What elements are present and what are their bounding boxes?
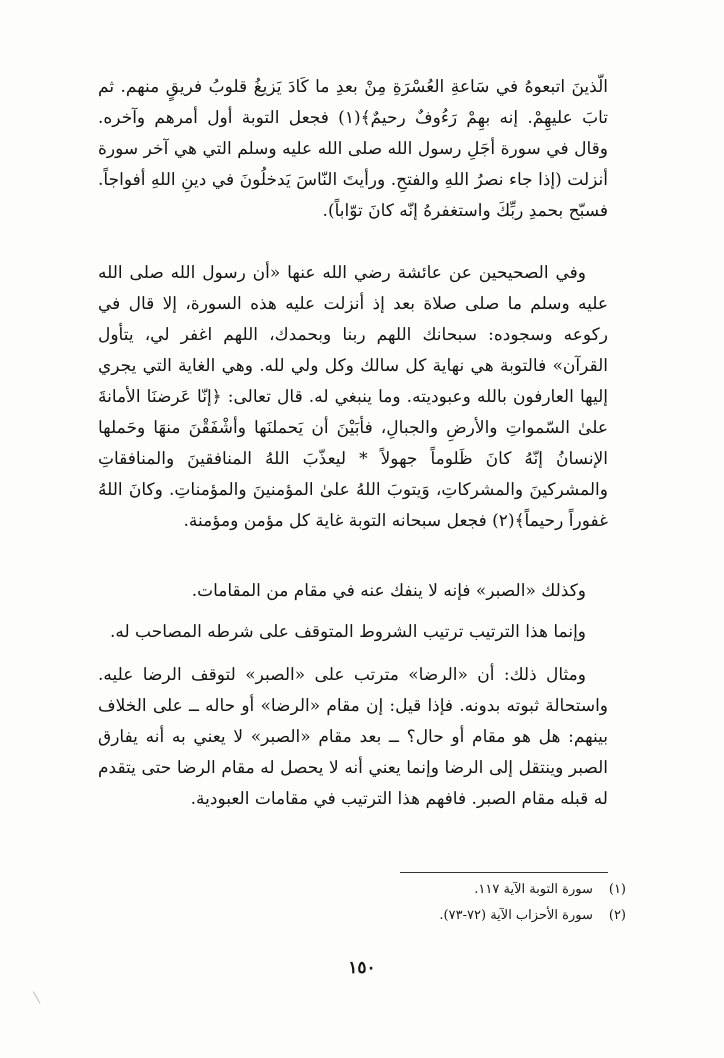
footnote-1-text: سورة التوبة الآية ١١٧.	[474, 882, 593, 897]
paragraph-1: الّذينَ اتبعوهُ في سَاعةِ العُسْرَةِ مِنْ بعدِ ما كَادَ يَزيغُ قلوبُ فريقٍ منهم. ثم تابَ عليهِمْ. إنه بهِمْ رَءُوفٌ رحيمٌ﴾(١) فجعل التوبة أول أمرهم وآخره. وقال في سورة أجَلِ رسول الله صلى الله عليه وسلم التي هي آخر سورة أنزلت (إذا جاء نصرُ اللهِ والفتحِ. ورأيتَ النّاسَ يَدخلُونَ في دينِ اللهِ أفواجاً. فسبّح بحمدِ ربِّكَ واستغفرهُ إنّه كانَ توّاباً).	[98, 77, 608, 221]
paragraph-3: وكذلك «الصبر» فإنه لا ينفك عنه في مقام من المقامات.	[191, 581, 586, 601]
footnote-2-number: (٢)	[608, 908, 626, 923]
paragraph-4: وإنما هذا الترتيب ترتيب الشروط المتوقف على شرطه المصاحب له.	[109, 622, 586, 642]
footnote-divider	[400, 872, 608, 873]
paragraph-5: ومثال ذلك: أن «الرضا» مترتب على «الصبر» لتوقف الرضا عليه. واستحالة ثبوته بدونه. فإذا قيل: إن مقام «الرضا» أو حاله ــ على الخلاف بينهم: هل هو مقام أو حال؟ ــ بعد مقام «الصبر» لا يعني به أنه يفارق الصبر وينتقل إلى الرضا وإنما يعني أنه لا يحصل له مقام الرضا حتى يتقدم له قبله مقام الصبر. فافهم هذا الترتيب في مقامات العبودية.	[98, 665, 608, 809]
page-number: ١٥٠	[348, 958, 376, 978]
footnote-2-text: سورة الأحزاب الآية (٧٢-٧٣).	[439, 908, 593, 923]
paragraph-2: وفي الصحيحين عن عائشة رضي الله عنها «أن رسول الله صلى الله عليه وسلم ما صلى صلاة بعد إذ أنزلت عليه هذه السورة، إلا قال في ركوعه وسجوده: سبحانك اللهم ربنا وبحمدك، اللهم اغفر لي، يتأول القرآن» فالتوبة هي نهاية كل سالك وكل ولي لله. وهي الغاية التي يجري إليها العارفون بالله وعبوديته. وما ينبغي له. قال تعالى: ﴿إنّا عَرضنَا الأمانةَ علىٰ السّمواتِ والأرضِ والجبالِ، فأبَيْنَ أن يَحملنَها وأشْفَقْنَ منهَا وحَملها الإنسانُ إنّهُ كانَ ظَلوماً جهولاً * ليعذّبَ اللهُ المنافقينَ والمنافقاتِ والمشركينَ والمشركاتِ، وَيتوبَ اللهُ علىٰ المؤمنينَ والمؤمناتِ. وكانَ اللهُ غفوراً رحيماً﴾(٢) فجعل سبحانه التوبة غاية كل مؤمن ومؤمنة.	[98, 263, 608, 531]
footnote-1	[226, 881, 626, 899]
scan-mark	[33, 990, 43, 1004]
footnote-2	[226, 907, 626, 925]
footnote-1-number: (١)	[608, 882, 626, 897]
